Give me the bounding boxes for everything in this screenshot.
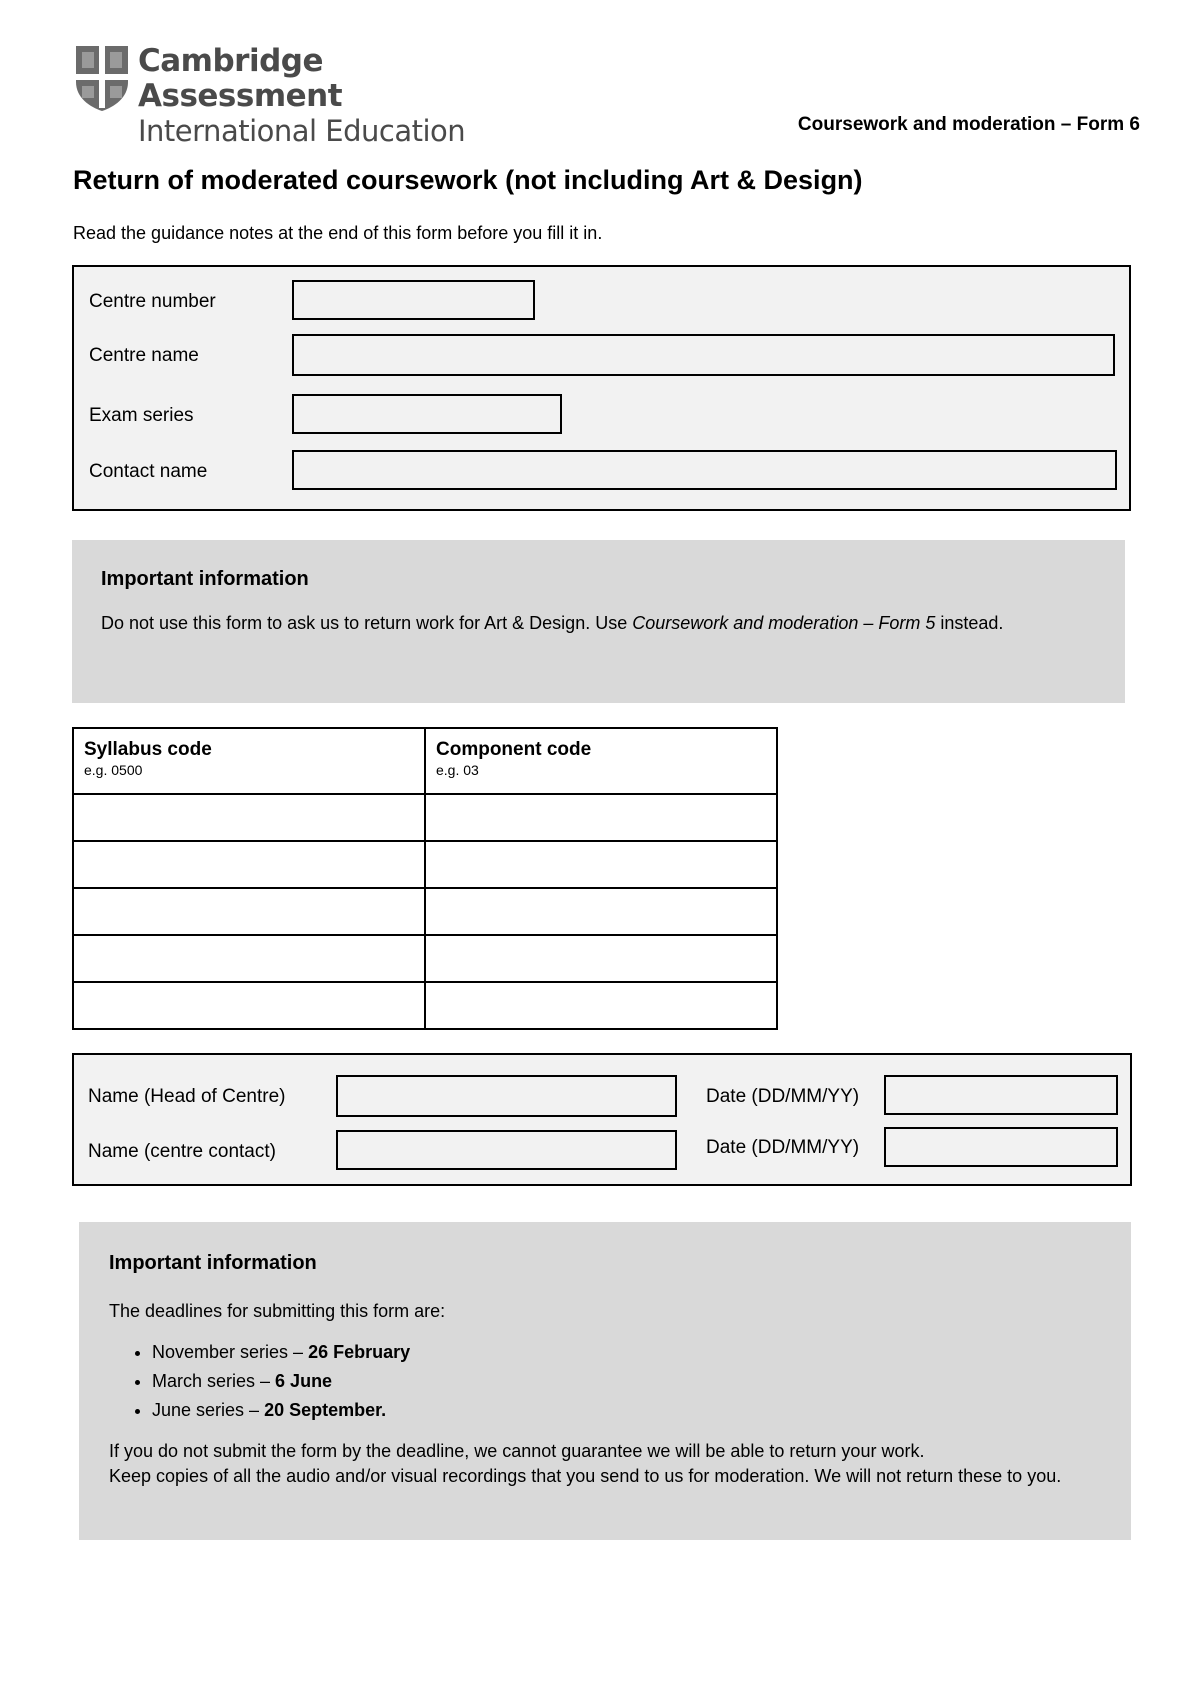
syllabus-code-example: e.g. 0500 [84,762,143,778]
syllabus-code-cell[interactable] [73,888,425,935]
head-of-centre-name-label: Name (Head of Centre) [88,1086,286,1107]
centre-contact-date-label: Date (DD/MM/YY) [706,1137,860,1158]
table-row [73,794,777,841]
syllabus-code-cell[interactable] [73,794,425,841]
exam-series-field[interactable] [292,394,562,434]
centre-contact-date-field[interactable] [884,1127,1118,1167]
centre-name-label: Centre name [89,345,199,366]
head-of-centre-name-field[interactable] [336,1075,677,1117]
deadlines-list [109,1338,1131,1425]
centre-contact-name-label: Name (centre contact) [88,1141,276,1162]
centre-number-field[interactable] [292,280,535,320]
info-heading: Important information [101,568,309,590]
deadline-series: March series – [152,1371,276,1391]
exam-series-label: Exam series [89,405,194,426]
deadline-date: 6 June [275,1371,333,1391]
cambridge-shield-icon [74,44,130,112]
deadline-warning-line1: If you do not submit the form by the deadline, we cannot guarantee we will be able to return your work. [109,1441,925,1461]
deadline-warning [109,1439,1099,1489]
contact-name-field[interactable] [292,450,1117,490]
syllabus-code-cell[interactable] [73,982,425,1029]
centre-number-label: Centre number [89,291,216,312]
deadline-series: November series – [152,1342,309,1362]
centre-name-field[interactable] [292,334,1115,376]
logo-line1: Cambridge Assessment [138,43,343,114]
component-code-cell[interactable] [425,982,777,1029]
important-info-panel [72,540,1125,703]
syllabus-code-label: Syllabus code [84,739,212,760]
component-code-label: Component code [436,739,592,760]
list-item [152,1338,1131,1367]
head-of-centre-date-field[interactable] [884,1075,1118,1115]
cambridge-logo [74,43,494,148]
centre-details-box [72,265,1131,511]
deadline-warning-line2: Keep copies of all the audio and/or visual recordings that you send to us for moderation. We will not return these to you. [109,1466,1062,1486]
logo-line2: International Education [138,114,466,148]
form-reference: Coursework and moderation – Form 6 [797,114,1140,135]
syllabus-code-cell[interactable] [73,841,425,888]
list-item [152,1396,1131,1425]
syllabus-code-cell[interactable] [73,935,425,982]
info-text-part: Do not use this form to ask us to return work for Art & Design. Use [101,613,633,633]
component-code-cell[interactable] [425,935,777,982]
component-code-cell[interactable] [425,794,777,841]
list-item [152,1367,1131,1396]
deadline-date: 26 February [308,1342,411,1362]
info-form-reference: Coursework and moderation – Form 5 [632,613,936,633]
deadline-date: 20 September. [264,1400,387,1420]
deadlines-heading: Important information [109,1252,317,1274]
component-code-example: e.g. 03 [436,762,479,778]
syllabus-code-header [73,728,425,794]
deadlines-panel [79,1222,1131,1540]
info-text [101,611,1081,636]
page-title: Return of moderated coursework (not including Art & Design) [73,165,863,195]
deadline-series: June series – [152,1400,265,1420]
deadlines-intro: The deadlines for submitting this form are: [109,1301,446,1321]
signatures-box [72,1053,1132,1186]
component-code-cell[interactable] [425,888,777,935]
component-code-header [425,728,777,794]
table-row [73,841,777,888]
info-text-part: instead. [935,613,1004,633]
table-row [73,935,777,982]
table-row [73,888,777,935]
contact-name-label: Contact name [89,461,208,482]
codes-table [72,727,778,1030]
head-of-centre-date-label: Date (DD/MM/YY) [706,1086,860,1107]
table-row [73,982,777,1029]
centre-contact-name-field[interactable] [336,1130,677,1170]
guidance-note: Read the guidance notes at the end of this form before you fill it in. [73,223,603,243]
component-code-cell[interactable] [425,841,777,888]
